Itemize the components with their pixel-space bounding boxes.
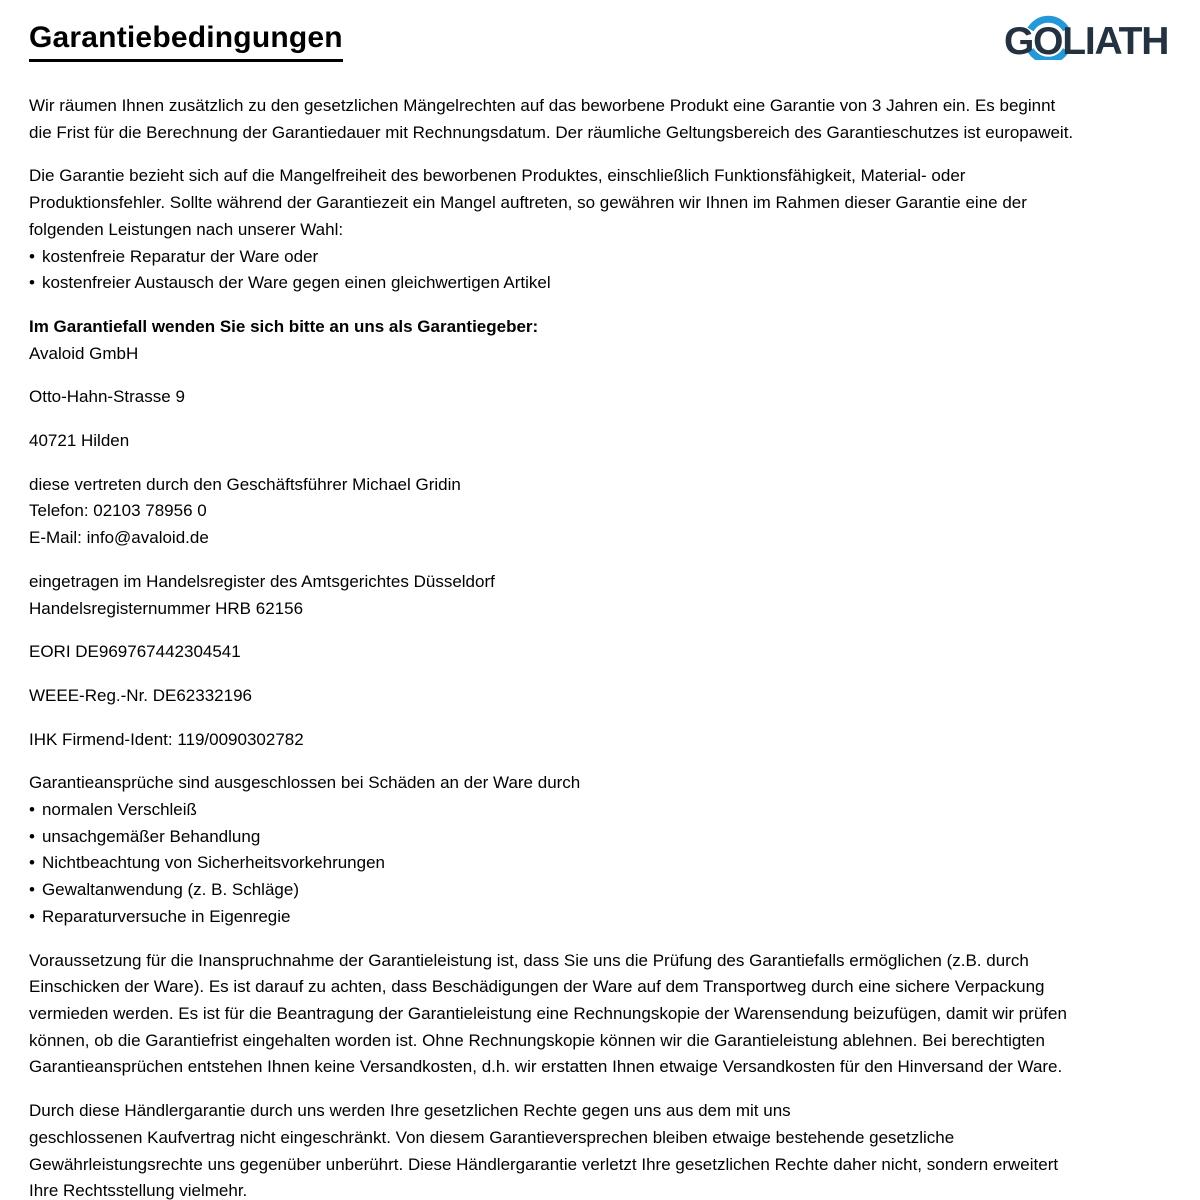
exclusions-block [29, 770, 1171, 930]
bullet-icon: • [29, 800, 35, 820]
guarantor-city-block [29, 428, 1171, 455]
weee-block [29, 683, 1171, 710]
bullet-icon: • [29, 273, 35, 293]
guarantor-city: 40721 Hilden [29, 431, 130, 451]
bullet-icon: • [29, 246, 35, 266]
ihk-ident: IHK Firmend-Ident: 119/0090302782 [29, 729, 304, 749]
text-line: Produktionsfehler. Sollte während der Garantiezeit ein Mangel auftreten, so gewähren wir Ihnen im Rahmen dieser Garantie eine der [29, 193, 1027, 213]
text-line: Die Garantie bezieht sich auf die Mangelfreiheit des beworbenen Produktes, einschließlich Funktionsfähigkeit, Material- oder [29, 166, 966, 186]
guarantor-heading-block [29, 314, 1171, 367]
text-line: Wir räumen Ihnen zusätzlich zu den gesetzlichen Mängelrechten auf das beworbene Produkt eine Garantie von 3 Jahren ein. Es beginnt [29, 96, 1056, 115]
coverage-paragraph [29, 163, 1171, 297]
list-item-label: unsachgemäßer Behandlung [41, 826, 261, 846]
list-item [29, 244, 1171, 271]
guarantor-register-block [29, 569, 1171, 622]
page-title: Garantiebedingungen [29, 21, 343, 62]
text-line: Durch diese Händlergarantie durch uns werden Ihre gesetzlichen Rechte gegen uns aus dem mit uns [29, 1101, 791, 1121]
bullet-icon: • [29, 880, 35, 900]
weee-number: WEEE-Reg.-Nr. DE62332196 [29, 685, 252, 705]
guarantor-managing-director: diese vertreten durch den Geschäftsführer Michael Gridin [29, 474, 461, 494]
text-line: Gewährleistungsrechte uns gegenüber unberührt. Diese Händlergarantie verletzt Ihre gesetzlichen Rechte daher nicht, sondern erweitert [29, 1154, 1059, 1174]
bullet-icon: • [29, 853, 35, 873]
guarantor-street-block [29, 384, 1171, 411]
list-item [29, 877, 1171, 904]
text-line: Einschicken der Ware). Es ist darauf zu achten, dass Beschädigungen der Ware auf dem Transportweg durch eine sichere Verpackung [29, 977, 1045, 997]
register-court: eingetragen im Handelsregister des Amtsgerichtes Düsseldorf [29, 571, 495, 591]
text-line: Garantieansprüchen entstehen Ihnen keine Versandkosten, d.h. wir erstatten Ihnen etwaige Versandkosten für den Hinversand der Ware. [29, 1057, 1063, 1077]
list-item [29, 797, 1171, 824]
list-item-label: Gewaltanwendung (z. B. Schläge) [41, 880, 299, 900]
list-item-label: Nichtbeachtung von Sicherheitsvorkehrungen [41, 853, 385, 873]
intro-paragraph [29, 93, 1171, 146]
text-line: vermieden werden. Es ist für die Beantragung der Garantieleistung eine Rechnungskopie der Warensendung beizufügen, damit wir prüfen [29, 1003, 1067, 1023]
text-line: Ihre Rechtsstellung vielmehr. [29, 1181, 248, 1200]
goliath-logo [1004, 8, 1176, 60]
text-line: geschlossenen Kaufvertrag nicht eingeschränkt. Von diesem Garantieversprechen bleiben etwaige bestehende gesetzliche [29, 1127, 955, 1147]
guarantor-phone: Telefon: 02103 78956 0 [29, 501, 207, 521]
list-item [29, 850, 1171, 877]
text-line: folgenden Leistungen nach unserer Wahl: [29, 219, 344, 239]
text-line: können, ob die Garantiefrist eingehalten worden ist. Ohne Rechnungskopie können wir die Garantieleistung ablehnen. Bei berechtigten [29, 1030, 1045, 1050]
list-item [29, 904, 1171, 931]
text-line: die Frist für die Berechnung der Garantiedauer mit Rechnungsdatum. Der räumliche Geltungsbereich des Garantieschutzes ist europaweit. [29, 122, 1074, 142]
guarantor-email: E-Mail: info@avaloid.de [29, 528, 209, 548]
eori-block [29, 639, 1171, 666]
list-item-label: kostenfreie Reparatur der Ware oder [41, 246, 319, 266]
bullet-icon: • [29, 906, 35, 926]
guarantor-street: Otto-Hahn-Strasse 9 [29, 387, 185, 407]
ihk-block [29, 727, 1171, 754]
register-number: Handelsregisternummer HRB 62156 [29, 598, 304, 618]
list-item-label: Reparaturversuche in Eigenregie [41, 906, 291, 926]
legal-note-paragraph [29, 1098, 1171, 1200]
text-line: Voraussetzung für die Inanspruchnahme der Garantieleistung ist, dass Sie uns die Prüfung des Garantiefalls ermöglichen (z.B. durch [29, 950, 1029, 970]
list-item-label: normalen Verschleiß [41, 800, 197, 820]
exclusions-heading: Garantieansprüche sind ausgeschlossen bei Schäden an der Ware durch [29, 773, 581, 793]
list-item [29, 824, 1171, 851]
guarantor-heading: Im Garantiefall wenden Sie sich bitte an uns als Garantiegeber: [29, 316, 539, 336]
eori-number: EORI DE969767442304541 [29, 642, 241, 662]
guarantor-company: Avaloid GmbH [29, 343, 139, 363]
guarantor-contact-block [29, 472, 1171, 552]
logo-text: GOLIATH [1004, 20, 1169, 60]
claim-requirements-paragraph [29, 948, 1171, 1082]
list-item [29, 270, 1171, 297]
bullet-icon: • [29, 826, 35, 846]
list-item-label: kostenfreier Austausch der Ware gegen einen gleichwertigen Artikel [41, 273, 551, 293]
